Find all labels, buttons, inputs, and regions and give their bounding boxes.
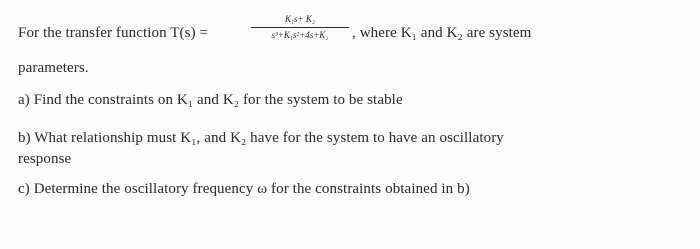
fraction-bar: [251, 27, 349, 28]
question-part-b: b) What relationship must K₁, and K₂ have for the system to have an oscillatory: [18, 130, 504, 146]
question-part-b-continued: response: [18, 151, 72, 167]
transfer-function-lead-text: For the transfer function T(s) =: [18, 25, 209, 41]
question-part-a: a) Find the constraints on K₁ and K₂ for the system to be stable: [18, 92, 403, 108]
fraction-numerator: K₁s+ K₂: [284, 14, 316, 24]
fraction-denominator: s³+K₁s²+4s+K₂: [271, 30, 329, 40]
transfer-function-tail-text: , where K₁ and K₂ are system: [352, 25, 532, 41]
question-part-c: c) Determine the oscillatory frequency ω for the constraints obtained in b): [18, 181, 470, 197]
transfer-function-fraction: [249, 14, 351, 41]
continuation-text: parameters.: [18, 60, 89, 76]
